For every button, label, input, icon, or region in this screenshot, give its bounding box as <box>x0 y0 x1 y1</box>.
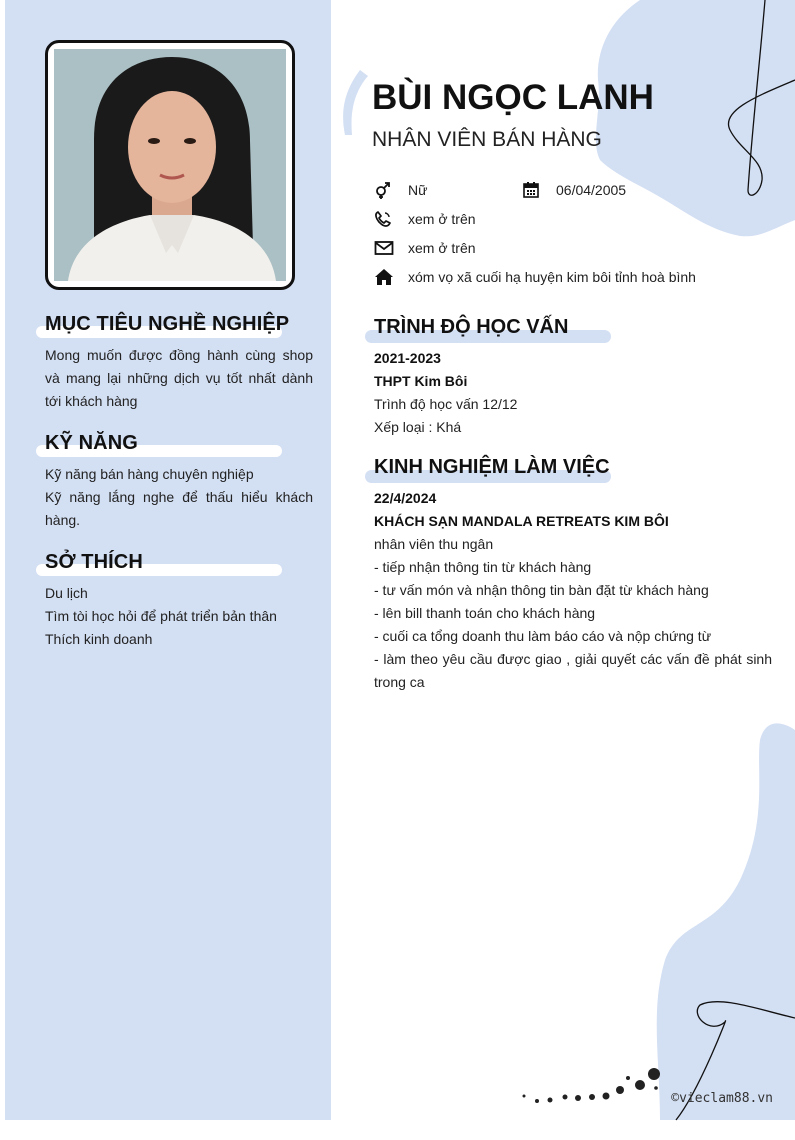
skills-title: KỸ NĂNG <box>45 432 138 454</box>
phone-row <box>374 209 476 229</box>
duty-item: - lên bill thanh toán cho khách hàng <box>374 605 596 621</box>
skill-item: Kỹ năng lắng nghe để thấu hiểu khách hàng. <box>45 489 313 528</box>
hobbies-section <box>45 550 313 651</box>
duty-item: - tư vấn món và nhận thông tin bàn đặt từ khách hàng <box>374 582 709 598</box>
experience-company: KHÁCH SẠN MANDALA RETREATS KIM BÔI <box>374 513 669 529</box>
main-column <box>331 0 795 1140</box>
calendar-icon <box>522 180 544 200</box>
address-row <box>374 267 696 287</box>
gender-value: Nữ <box>408 182 428 198</box>
hobby-item: Tìm tòi học hỏi để phát triển bản thân <box>45 608 277 624</box>
dob-row <box>522 180 626 200</box>
gender-row <box>374 180 427 200</box>
envelope-icon <box>374 238 396 258</box>
education-line: Trình độ học vấn 12/12 <box>374 396 518 412</box>
avatar <box>45 40 295 290</box>
email-row <box>374 238 476 258</box>
experience-heading <box>365 454 615 484</box>
duty-item: - làm theo yêu cầu được giao , giải quyết các vấn đề phát sinh trong ca <box>374 651 772 690</box>
home-icon <box>374 267 396 287</box>
experience-date: 22/4/2024 <box>374 490 437 506</box>
experience-position: nhân viên thu ngân <box>374 536 494 552</box>
skills-section <box>45 431 313 532</box>
objective-text: Mong muốn được đồng hành cùng shop và mang lại những dịch vụ tốt nhất dành tới khách hàng <box>45 347 313 409</box>
email-value: xem ở trên <box>408 240 476 256</box>
hobby-item: Du lịch <box>45 585 88 601</box>
objective-section <box>45 312 313 413</box>
duty-item: - tiếp nhận thông tin từ khách hàng <box>374 559 592 575</box>
address-value: xóm vọ xã cuối hạ huyện kim bôi tỉnh hoà bình <box>408 269 696 285</box>
phone-icon <box>374 209 396 229</box>
hobby-item: Thích kinh doanh <box>45 631 153 647</box>
candidate-role: NHÂN VIÊN BÁN HÀNG <box>372 128 602 151</box>
education-block <box>374 347 772 439</box>
education-title: TRÌNH ĐỘ HỌC VẤN <box>374 316 569 338</box>
phone-value: xem ở trên <box>408 211 476 227</box>
education-line: Xếp loại : Khá <box>374 419 462 435</box>
gender-icon <box>374 180 396 200</box>
experience-title: KINH NGHIỆM LÀM VIỆC <box>374 456 610 478</box>
experience-block <box>374 487 772 694</box>
education-period: 2021-2023 <box>374 350 441 366</box>
duty-item: - cuối ca tổng doanh thu làm báo cáo và nộp chứng từ <box>374 628 712 644</box>
dob-value: 06/04/2005 <box>556 182 627 198</box>
watermark: ©vieclam88.vn <box>671 1091 773 1106</box>
education-heading <box>365 314 615 344</box>
education-school: THPT Kim Bôi <box>374 373 468 389</box>
candidate-name: BÙI NGỌC LANH <box>372 78 654 117</box>
skill-item: Kỹ năng bán hàng chuyên nghiệp <box>45 466 254 482</box>
objective-title: MỤC TIÊU NGHỀ NGHIỆP <box>45 313 290 335</box>
hobbies-title: SỞ THÍCH <box>45 551 143 573</box>
